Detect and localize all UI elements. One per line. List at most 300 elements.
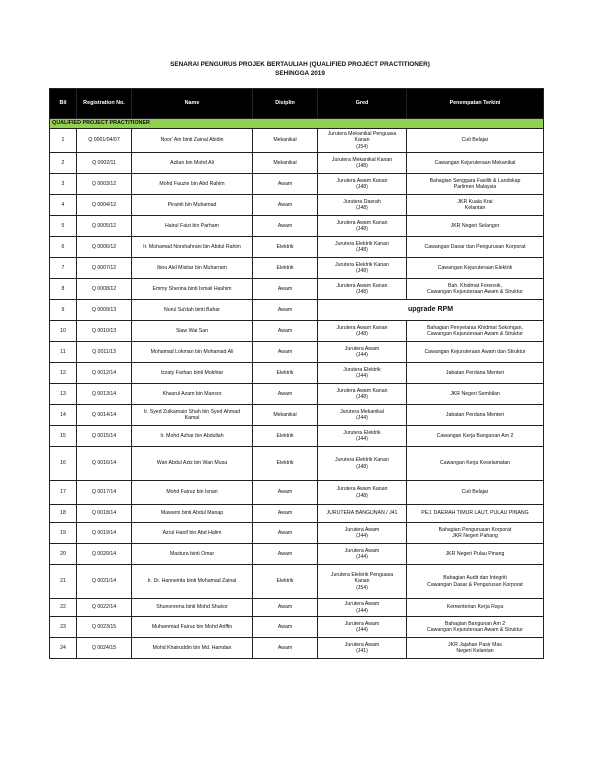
cell-disiplin <box>253 565 318 599</box>
table-body <box>50 119 544 659</box>
cell-penempatan <box>407 638 544 659</box>
cell-gred-line: Jurutera Awam <box>344 547 380 554</box>
cell-penempatan <box>407 481 544 505</box>
cell-disiplin <box>253 363 318 384</box>
cell-penempatan-line: Cawangan Kejuruteraan Awam & Struktur <box>427 289 523 295</box>
cell-gred-line: (J54) <box>356 584 368 591</box>
cell-disiplin <box>253 153 318 174</box>
cell-name <box>132 505 253 523</box>
cell-bil-line: 9 <box>61 306 65 313</box>
cell-registration-no <box>77 384 132 405</box>
cell-penempatan-line: Parlimen Malaysia <box>453 184 497 190</box>
cell-bil-line: 15 <box>60 432 66 439</box>
cell-penempatan-line: Cawangan Kejuruteraan Awam dan Struktur <box>424 348 526 355</box>
cell-penempatan <box>407 195 544 216</box>
cell-bil-line: 18 <box>60 510 66 517</box>
cell-name <box>132 599 253 617</box>
cell-bil <box>50 258 77 279</box>
cell-disiplin <box>253 321 318 342</box>
cell-gred-line: Kanan <box>354 137 370 144</box>
cell-gred <box>318 426 407 447</box>
header-row <box>50 89 544 119</box>
cell-disiplin-line: Awam <box>277 222 293 229</box>
cell-penempatan-line: Cawangan Kejuruteraan Awam & Struktur <box>427 627 523 633</box>
cell-name <box>132 544 253 565</box>
cell-disiplin-line: Awam <box>277 306 293 313</box>
cell-disiplin-line: Awam <box>277 285 293 292</box>
cell-name-line: Izzaty Farhan binti Mokhtar <box>160 369 224 376</box>
cell-disiplin <box>253 300 318 321</box>
cell-disiplin-line: Awam <box>277 604 293 611</box>
cell-penempatan-line: JKR Negeri Sembilan <box>450 390 500 397</box>
section-row <box>50 119 544 129</box>
cell-disiplin-line: Awam <box>277 489 293 496</box>
cell-registration-no <box>77 342 132 363</box>
cell-registration-no-line: Q 0007/12 <box>91 264 117 271</box>
cell-penempatan <box>407 599 544 617</box>
table-row <box>50 258 544 279</box>
cell-name-line: Shunoreena binti Mohd Shukor <box>156 604 228 611</box>
cell-registration-no <box>77 300 132 321</box>
cell-disiplin <box>253 544 318 565</box>
cell-penempatan-line: Bahagian Penyelaras Khidmat Sokongan, <box>426 324 524 331</box>
cell-disiplin-line: Mekanikal <box>273 137 297 144</box>
cell-gred-line: Jurutera Awam Kanan <box>336 486 388 493</box>
cell-registration-no <box>77 279 132 300</box>
cell-name <box>132 174 253 195</box>
cell-disiplin-line: Awam <box>277 529 293 536</box>
cell-name-line: Ir. Mohd Azhar bin Abdullah <box>160 432 224 439</box>
table-row <box>50 638 544 659</box>
header-disiplin: Disiplin <box>253 89 318 119</box>
cell-name <box>132 565 253 599</box>
cell-bil-line: 6 <box>61 243 65 250</box>
cell-bil <box>50 342 77 363</box>
cell-penempatan <box>407 523 544 544</box>
cell-gred-line: Jurutera Awam <box>344 620 380 627</box>
header-penempatan-terkini: Penempatan Terkini <box>407 89 544 119</box>
cell-penempatan-line: Cawangan Kejuruteraan Elektrik <box>437 264 513 271</box>
cell-gred-line: (J44) <box>356 352 368 358</box>
cell-name <box>132 153 253 174</box>
cell-penempatan <box>407 321 544 342</box>
practitioner-table <box>49 88 544 659</box>
cell-bil <box>50 505 77 523</box>
cell-penempatan-line: Cawangan Kerja Keselamatan <box>439 460 511 467</box>
cell-bil <box>50 216 77 237</box>
cell-disiplin-line: Elektrik <box>276 432 294 439</box>
header-gred: Gred <box>318 89 407 119</box>
cell-penempatan <box>407 174 544 195</box>
table-row <box>50 544 544 565</box>
cell-name-line: Muhammad Fairuz bin Mohd Ariffin <box>151 623 233 630</box>
cell-bil-line: 5 <box>61 222 65 229</box>
cell-gred-line: Jurutera Daerah <box>343 198 381 205</box>
cell-registration-no <box>77 258 132 279</box>
table-row <box>50 617 544 638</box>
cell-gred-line: (J48) <box>356 394 368 400</box>
cell-gred <box>318 258 407 279</box>
cell-name <box>132 321 253 342</box>
cell-gred-line: (J44) <box>356 373 368 379</box>
cell-gred-line: (J44) <box>356 533 368 539</box>
cell-gred <box>318 599 407 617</box>
cell-registration-no <box>77 174 132 195</box>
cell-registration-no-line: Q 0011/13 <box>92 348 116 355</box>
cell-disiplin-line: Awam <box>277 550 293 557</box>
cell-bil <box>50 405 77 426</box>
cell-registration-no <box>77 523 132 544</box>
cell-bil <box>50 300 77 321</box>
cell-bil <box>50 384 77 405</box>
cell-gred-line: (J44) <box>356 415 368 421</box>
cell-name <box>132 300 253 321</box>
table-row <box>50 505 544 523</box>
cell-name <box>132 216 253 237</box>
cell-gred-line: Jurutera Elektrik <box>343 429 381 436</box>
cell-disiplin <box>253 342 318 363</box>
cell-penempatan <box>407 237 544 258</box>
cell-penempatan <box>407 279 544 300</box>
cell-bil <box>50 617 77 638</box>
cell-name-line: Ir. Dr. Hanneirita binti Mohamad Zainal <box>147 578 237 585</box>
table-header <box>50 89 544 119</box>
cell-penempatan-line: PEJ. DAERAH TIMUR LAUT, PULAU PINANG <box>421 510 529 517</box>
cell-penempatan <box>407 153 544 174</box>
cell-disiplin <box>253 426 318 447</box>
cell-disiplin-line: Awam <box>277 327 293 334</box>
cell-penempatan-line: Bah. Khidmat Forensik, <box>448 282 502 289</box>
cell-name-line: Azrul Hanif bin Abd Halim <box>162 529 222 536</box>
cell-bil <box>50 195 77 216</box>
table-row <box>50 195 544 216</box>
table-row <box>50 174 544 195</box>
cell-gred <box>318 405 407 426</box>
cell-gred-line: Jurutera Elektrik Kanan <box>335 240 389 247</box>
cell-name-line: Mohd Fauzie bin Abd Rahim <box>159 180 225 187</box>
cell-name-line: Ir. Syed Zulkarnain Shah bin Syed Ahmad <box>143 408 241 415</box>
cell-registration-no <box>77 426 132 447</box>
cell-gred-line: (J48) <box>356 163 368 169</box>
cell-penempatan-line: Bahagian Audit dan Integriti <box>443 575 507 582</box>
cell-disiplin-line: Elektrik <box>276 460 294 467</box>
cell-merged-note-line: upgrade RPM <box>407 305 454 313</box>
cell-registration-no-line: Q 0006/12 <box>91 243 117 250</box>
cell-gred-line: Jurutera Awam <box>344 345 380 352</box>
cell-name <box>132 237 253 258</box>
cell-bil <box>50 426 77 447</box>
cell-disiplin <box>253 237 318 258</box>
cell-gred <box>318 638 407 659</box>
cell-disiplin-line: Mekanikal <box>273 159 297 166</box>
cell-gred-line: (J44) <box>356 627 368 633</box>
table-row <box>50 481 544 505</box>
cell-registration-no-line: Q 0003/12 <box>91 180 117 187</box>
cell-gred-line: Jurutera Awam Kanan <box>336 282 388 289</box>
cell-bil <box>50 565 77 599</box>
table-row <box>50 447 544 481</box>
cell-name <box>132 617 253 638</box>
cell-gred-line: Jurutera Awam Kanan <box>336 324 388 331</box>
cell-gred <box>318 321 407 342</box>
cell-disiplin <box>253 195 318 216</box>
cell-penempatan-line: Bahagian Bangunan Am 2 <box>444 620 506 627</box>
cell-registration-no-line: Q 0001/04/07 <box>88 137 120 144</box>
table-row <box>50 565 544 599</box>
cell-gred <box>318 544 407 565</box>
cell-registration-no <box>77 617 132 638</box>
cell-registration-no <box>77 321 132 342</box>
cell-registration-no-line: Q 0020/14 <box>91 550 117 557</box>
header-name: Name <box>132 89 253 119</box>
title-line-1: SENARAI PENGURUS PROJEK BERTAULIAH (QUALIFIED PROJECT PRACTITIONER) <box>170 61 430 68</box>
cell-bil-line: 1 <box>61 137 65 144</box>
cell-bil-line: 20 <box>60 550 66 557</box>
cell-bil-line: 17 <box>60 489 66 496</box>
cell-registration-no-line: Q 0019/14 <box>91 529 117 536</box>
cell-disiplin <box>253 505 318 523</box>
cell-gred-line: (J44) <box>356 436 368 442</box>
cell-gred-line: (J44) <box>356 607 368 614</box>
cell-bil-line: 22 <box>60 604 66 611</box>
cell-name-line: Mawarni binti Abdul Manap <box>160 510 224 517</box>
table-row <box>50 279 544 300</box>
cell-gred-line: (J54) <box>356 143 368 150</box>
cell-registration-no-line: Q 0008/12 <box>91 285 117 292</box>
cell-penempatan <box>407 216 544 237</box>
cell-bil <box>50 174 77 195</box>
cell-name <box>132 405 253 426</box>
cell-gred-line: (J48) <box>356 226 368 232</box>
cell-disiplin-line: Awam <box>277 348 293 355</box>
cell-penempatan <box>407 405 544 426</box>
table-row <box>50 129 544 153</box>
cell-disiplin-line: Awam <box>277 510 293 517</box>
cell-gred-line: (J48) <box>356 331 368 337</box>
table-row <box>50 237 544 258</box>
cell-name-line: Mohamad Lokman bin Mohamad Ali <box>150 348 234 355</box>
cell-bil-line: 14 <box>60 411 66 418</box>
cell-bil <box>50 153 77 174</box>
cell-name <box>132 523 253 544</box>
header-bil: Bil <box>50 89 77 119</box>
cell-registration-no <box>77 599 132 617</box>
cell-name-line: Siaw Wai San <box>175 327 209 334</box>
cell-name-line: Ibnu Akil Misitar bin Muharram <box>157 264 227 271</box>
cell-registration-no <box>77 129 132 153</box>
cell-name-line: Azilan bin Mohd Ali <box>170 159 214 166</box>
cell-penempatan-line: Cuti Belajar <box>461 489 489 496</box>
cell-name-line: Nurul Sa'dah binti Bahar <box>163 306 221 313</box>
cell-penempatan <box>407 426 544 447</box>
cell-registration-no-line: Q 0024/15 <box>91 644 117 651</box>
cell-penempatan <box>407 544 544 565</box>
cell-penempatan-line: Cawangan Dasar & Pengurusan Korporat <box>427 581 523 588</box>
cell-bil-line: 19 <box>60 529 66 536</box>
cell-penempatan <box>407 505 544 523</box>
cell-gred-line: Jurutera Awam Kanan <box>336 177 388 184</box>
title-line-2: SEHINGGA 2019 <box>275 70 325 77</box>
cell-name-line: Mohd Fairuz bin Isnan <box>166 489 218 496</box>
cell-disiplin-line: Elektrik <box>276 243 294 250</box>
cell-penempatan-line: Bahagian Pengurusan Korporat <box>438 526 512 533</box>
cell-registration-no <box>77 195 132 216</box>
section-label: QUALIFIED PROJECT PRACTITIONER <box>50 119 544 129</box>
cell-registration-no-line: Q 0023/15 <box>91 623 117 630</box>
cell-gred-line: (J48) <box>356 463 368 470</box>
cell-bil-line: 7 <box>61 264 65 271</box>
cell-name-line: Mastura binti Omar <box>169 550 215 557</box>
cell-registration-no-line: Q 0002/11 <box>92 159 116 166</box>
cell-penempatan-line: Cawangan Kejuruteraan Awam & Struktur <box>427 331 523 337</box>
cell-gred <box>318 617 407 638</box>
cell-name-line: Ir. Mohamad Norshahrani bin Abdul Rahim <box>143 243 241 250</box>
cell-bil <box>50 523 77 544</box>
cell-disiplin <box>253 384 318 405</box>
cell-penempatan-line: Kelantan <box>464 205 486 211</box>
cell-registration-no <box>77 544 132 565</box>
cell-bil-line: 2 <box>61 159 65 166</box>
cell-gred-line: (J48) <box>356 289 368 295</box>
cell-penempatan-line: JKR Negeri Pulau Pinang <box>445 550 505 557</box>
cell-gred <box>318 481 407 505</box>
cell-name-line: Khasrul Azam bin Mansor <box>162 390 222 397</box>
cell-disiplin-line: Elektrik <box>276 369 294 376</box>
cell-penempatan <box>407 447 544 481</box>
table-row <box>50 405 544 426</box>
cell-name-line: Piramli bin Muhamad <box>167 201 217 208</box>
cell-gred-line: (J48) <box>356 205 368 211</box>
cell-registration-no-line: Q 0014/14 <box>91 411 117 418</box>
cell-gred <box>318 129 407 153</box>
cell-gred <box>318 363 407 384</box>
cell-penempatan-line: Jabatan Perdana Menteri <box>445 369 505 376</box>
cell-gred-line: Kanan <box>354 578 370 585</box>
cell-name <box>132 129 253 153</box>
document-title <box>0 60 600 78</box>
cell-name-line: Mohd Khairuddin bin Md. Hamdan <box>152 644 232 651</box>
cell-registration-no-line: Q 0010/13 <box>91 327 117 334</box>
cell-bil <box>50 363 77 384</box>
cell-penempatan <box>407 129 544 153</box>
cell-registration-no-line: Q 0022/14 <box>91 604 117 611</box>
table-row <box>50 599 544 617</box>
cell-gred <box>318 195 407 216</box>
table-row <box>50 523 544 544</box>
cell-disiplin <box>253 617 318 638</box>
cell-gred-line: (J48) <box>356 247 368 253</box>
cell-penempatan-line: JKR Kuala Krai <box>457 198 493 205</box>
cell-registration-no-line: Q 0018/14 <box>91 510 117 517</box>
table-row <box>50 426 544 447</box>
cell-registration-no <box>77 405 132 426</box>
cell-disiplin <box>253 129 318 153</box>
cell-disiplin <box>253 216 318 237</box>
cell-registration-no <box>77 237 132 258</box>
cell-bil-line: 21 <box>60 578 66 585</box>
cell-disiplin <box>253 174 318 195</box>
cell-gred <box>318 505 407 523</box>
cell-gred <box>318 447 407 481</box>
cell-registration-no <box>77 638 132 659</box>
cell-name <box>132 447 253 481</box>
cell-bil <box>50 321 77 342</box>
cell-registration-no <box>77 216 132 237</box>
cell-gred-line: (J48) <box>356 492 368 499</box>
cell-registration-no <box>77 363 132 384</box>
cell-registration-no-line: Q 0016/14 <box>91 460 117 467</box>
cell-disiplin-line: Awam <box>277 623 293 630</box>
cell-disiplin <box>253 258 318 279</box>
cell-gred <box>318 523 407 544</box>
table-row <box>50 363 544 384</box>
cell-merged-note <box>318 300 544 321</box>
cell-gred <box>318 342 407 363</box>
cell-name <box>132 481 253 505</box>
cell-penempatan-line: JKR Negeri Pahang <box>452 533 498 539</box>
cell-disiplin-line: Mekanikal <box>273 411 297 418</box>
cell-gred-line: Jurutera Awam <box>344 526 380 533</box>
cell-name <box>132 342 253 363</box>
table-row <box>50 300 544 321</box>
cell-gred <box>318 153 407 174</box>
cell-disiplin <box>253 599 318 617</box>
cell-gred-line: (J44) <box>356 554 368 560</box>
cell-name <box>132 363 253 384</box>
cell-gred-line: (J48) <box>356 268 368 274</box>
cell-disiplin-line: Awam <box>277 390 293 397</box>
cell-name-line: Kamal <box>184 415 200 421</box>
cell-gred-line: Jurutera Elektrik Kanan <box>335 261 389 268</box>
cell-registration-no-line: Q 0015/14 <box>91 432 117 439</box>
cell-bil-line: 16 <box>60 460 66 467</box>
cell-name-line: Emmy Sherina binti Ismail Hashim <box>152 285 232 292</box>
cell-name-line: Wan Abdul Aziz bin Wan Musa <box>156 460 228 467</box>
cell-registration-no <box>77 447 132 481</box>
cell-disiplin-line: Elektrik <box>276 578 294 585</box>
cell-penempatan-line: Bahagian Senggara Fasiliti & Landskap <box>429 177 521 184</box>
cell-gred-line: Jurutera Awam <box>344 601 380 608</box>
cell-gred-line: Jurutera Mekanikal Penguasa <box>327 130 397 137</box>
cell-registration-no <box>77 505 132 523</box>
cell-registration-no-line: Q 0009/13 <box>91 306 117 313</box>
cell-gred <box>318 565 407 599</box>
cell-gred-line: Jurutera Awam Kanan <box>336 387 388 394</box>
cell-penempatan <box>407 617 544 638</box>
cell-penempatan <box>407 342 544 363</box>
cell-gred-line: Jurutera Mekanikal Kanan <box>331 156 393 163</box>
cell-gred-line: Jurutera Awam Kanan <box>336 219 388 226</box>
cell-gred-line: Jurutera Elektrik <box>343 366 381 373</box>
cell-penempatan-line: Cawangan Dasar dan Pengurusan Korporat <box>424 243 526 250</box>
cell-penempatan <box>407 363 544 384</box>
cell-name <box>132 426 253 447</box>
cell-gred <box>318 174 407 195</box>
cell-disiplin <box>253 447 318 481</box>
header-registration-no: Registration No. <box>77 89 132 119</box>
cell-gred-line: (J41) <box>356 648 368 654</box>
cell-name <box>132 638 253 659</box>
cell-gred-line: (J48) <box>356 184 368 190</box>
cell-disiplin <box>253 638 318 659</box>
cell-gred <box>318 216 407 237</box>
cell-penempatan-line: Kementerian Kerja Raya <box>446 604 504 611</box>
cell-registration-no-line: Q 0017/14 <box>91 489 117 496</box>
cell-bil-line: 24 <box>60 644 66 651</box>
cell-disiplin <box>253 481 318 505</box>
cell-penempatan-line: Jabatan Perdana Menteri <box>445 411 505 418</box>
cell-bil <box>50 447 77 481</box>
